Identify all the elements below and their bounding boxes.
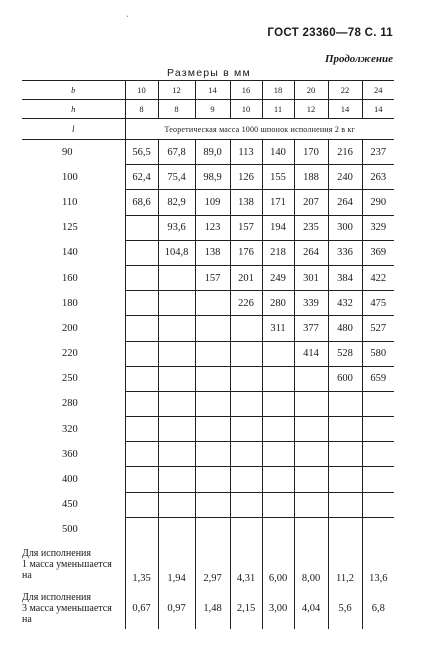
mass-cell: 475 (362, 291, 394, 316)
mass-cell: 600 (328, 366, 362, 391)
mass-cell: 170 (294, 140, 328, 165)
mass-cell (230, 492, 262, 517)
mass-cell: 207 (294, 190, 328, 215)
table-row (22, 240, 394, 265)
mass-cell: 75,4 (158, 165, 195, 190)
mass-cell (230, 417, 262, 442)
mass-cell (294, 492, 328, 517)
mass-cell (125, 341, 158, 366)
mass-cell (362, 467, 394, 492)
mass-cell (125, 366, 158, 391)
mass-cell: 188 (294, 165, 328, 190)
table-row (22, 492, 394, 517)
mass-cell: 659 (362, 366, 394, 391)
table-row (22, 140, 394, 165)
mass-cell: 369 (362, 240, 394, 265)
mass-cell (262, 391, 294, 416)
mass-cell: 226 (230, 291, 262, 316)
mass-cell (158, 366, 195, 391)
mass-cell (195, 492, 230, 517)
width-row (22, 81, 394, 100)
length-cell: 100 (62, 171, 78, 183)
mass-cell: 138 (195, 240, 230, 265)
mass-cell (362, 517, 394, 542)
mass-table-wrapper (22, 80, 394, 629)
length-cell: 280 (62, 398, 78, 410)
mass-cell (158, 442, 195, 467)
mass-cell (158, 467, 195, 492)
b-cell: 16 (230, 81, 262, 100)
b-cell: 24 (362, 81, 394, 100)
mass-cell (328, 417, 362, 442)
mass-cell (195, 366, 230, 391)
height-row (22, 100, 394, 119)
mass-cell (158, 341, 195, 366)
length-cell: 250 (62, 373, 78, 385)
mass-cell: 201 (230, 265, 262, 290)
mass-note: Теоретическая масса 1000 шпонок исполнения 2 в кг (125, 119, 394, 140)
mass-cell: 527 (362, 316, 394, 341)
mass-cell (125, 492, 158, 517)
mass-cell: 290 (362, 190, 394, 215)
summary-cell: 6,8 (362, 587, 394, 629)
summary-label: Для исполнения 3 масса уменьшается на (22, 591, 112, 625)
length-cell: 320 (62, 423, 78, 435)
mass-cell (230, 341, 262, 366)
h-cell: 8 (125, 100, 158, 119)
mass-cell: 480 (328, 316, 362, 341)
h-cell: 11 (262, 100, 294, 119)
mass-cell: 194 (262, 215, 294, 240)
mass-cell: 218 (262, 240, 294, 265)
mass-cell: 138 (230, 190, 262, 215)
h-cell: 9 (195, 100, 230, 119)
mass-cell (262, 417, 294, 442)
mass-cell: 240 (328, 165, 362, 190)
b-cell: 14 (195, 81, 230, 100)
mass-cell: 93,6 (158, 215, 195, 240)
h-cell: 8 (158, 100, 195, 119)
mass-cell: 157 (230, 215, 262, 240)
mass-cell (230, 391, 262, 416)
h-cell: 14 (362, 100, 394, 119)
mass-cell (328, 442, 362, 467)
mass-cell (262, 341, 294, 366)
length-cell: 220 (62, 348, 78, 360)
length-cell: 180 (62, 297, 78, 309)
mass-cell: 263 (362, 165, 394, 190)
b-cell: 20 (294, 81, 328, 100)
mass-cell: 176 (230, 240, 262, 265)
summary-cell: 5,6 (328, 587, 362, 629)
mass-cell: 82,9 (158, 190, 195, 215)
print-speck: ˎ (126, 8, 129, 17)
mass-cell (125, 316, 158, 341)
mass-cell (125, 291, 158, 316)
mass-cell: 414 (294, 341, 328, 366)
mass-cell (158, 291, 195, 316)
table-row (22, 341, 394, 366)
mass-cell: 336 (328, 240, 362, 265)
mass-cell (294, 391, 328, 416)
mass-cell (195, 291, 230, 316)
table-row (22, 316, 394, 341)
mass-cell (362, 442, 394, 467)
mass-cell: 104,8 (158, 240, 195, 265)
summary-cell: 2,97 (195, 542, 230, 587)
mass-cell: 384 (328, 265, 362, 290)
mass-cell (195, 316, 230, 341)
mass-cell (195, 517, 230, 542)
mass-cell (262, 467, 294, 492)
mass-cell (328, 391, 362, 416)
mass-cell: 264 (294, 240, 328, 265)
mass-cell (294, 517, 328, 542)
mass-cell: 280 (262, 291, 294, 316)
mass-cell (195, 442, 230, 467)
summary-cell: 3,00 (262, 587, 294, 629)
mass-cell (262, 492, 294, 517)
mass-cell (158, 391, 195, 416)
mass-cell (195, 391, 230, 416)
summary-cell: 4,04 (294, 587, 328, 629)
summary-cell: 1,48 (195, 587, 230, 629)
mass-cell: 422 (362, 265, 394, 290)
mass-cell (195, 467, 230, 492)
mass-cell: 432 (328, 291, 362, 316)
summary-cell: 1,35 (125, 542, 158, 587)
table-row (22, 291, 394, 316)
length-cell: 500 (62, 524, 78, 536)
b-cell: 22 (328, 81, 362, 100)
summary-cell: 4,31 (230, 542, 262, 587)
mass-cell (125, 240, 158, 265)
length-cell: 400 (62, 474, 78, 486)
table-row (22, 190, 394, 215)
mass-cell: 339 (294, 291, 328, 316)
mass-cell (125, 467, 158, 492)
mass-cell (230, 517, 262, 542)
mass-cell: 235 (294, 215, 328, 240)
mass-cell: 329 (362, 215, 394, 240)
summary-cell: 8,00 (294, 542, 328, 587)
b-label: b (22, 81, 125, 100)
table-row (22, 215, 394, 240)
mass-cell: 155 (262, 165, 294, 190)
h-cell: 10 (230, 100, 262, 119)
mass-cell: 249 (262, 265, 294, 290)
mass-cell (230, 316, 262, 341)
b-cell: 12 (158, 81, 195, 100)
h-cell: 12 (294, 100, 328, 119)
length-cell: 125 (62, 222, 78, 234)
h-label: h (22, 100, 125, 119)
summary-cell: 0,97 (158, 587, 195, 629)
mass-cell (294, 442, 328, 467)
table-row (22, 391, 394, 416)
mass-cell (328, 517, 362, 542)
table-row (22, 417, 394, 442)
mass-cell: 123 (195, 215, 230, 240)
mass-cell (125, 442, 158, 467)
table-caption: Размеры в мм (167, 67, 251, 79)
mass-cell (262, 442, 294, 467)
mass-cell (158, 417, 195, 442)
mass-cell (158, 517, 195, 542)
mass-cell (158, 492, 195, 517)
mass-cell (362, 417, 394, 442)
mass-cell (125, 417, 158, 442)
summary-label: Для исполнения 1 масса уменьшается на (22, 548, 112, 581)
length-cell: 90 (62, 146, 73, 158)
mass-cell (328, 467, 362, 492)
mass-cell (158, 265, 195, 290)
length-cell: 200 (62, 322, 78, 334)
summary-row (22, 587, 394, 629)
length-cell: 140 (62, 247, 78, 259)
mass-cell: 62,4 (125, 165, 158, 190)
mass-cell: 264 (328, 190, 362, 215)
mass-table (22, 80, 394, 629)
b-cell: 10 (125, 81, 158, 100)
mass-cell (230, 442, 262, 467)
length-cell: 360 (62, 448, 78, 460)
length-cell: 450 (62, 499, 78, 511)
l-label: l (22, 119, 125, 140)
mass-cell: 56,5 (125, 140, 158, 165)
mass-cell: 113 (230, 140, 262, 165)
mass-cell (294, 366, 328, 391)
continuation-label: Продолжение (324, 53, 393, 65)
mass-cell: 377 (294, 316, 328, 341)
summary-cell: 2,15 (230, 587, 262, 629)
mass-cell: 171 (262, 190, 294, 215)
mass-cell (158, 316, 195, 341)
mass-cell (362, 391, 394, 416)
mass-cell: 237 (362, 140, 394, 165)
mass-cell (230, 467, 262, 492)
summary-cell: 11,2 (328, 542, 362, 587)
mass-cell (328, 492, 362, 517)
table-row (22, 265, 394, 290)
mass-cell: 126 (230, 165, 262, 190)
mass-cell (195, 341, 230, 366)
mass-note-row (22, 119, 394, 140)
length-cell: 110 (62, 196, 78, 208)
summary-cell: 0,67 (125, 587, 158, 629)
mass-cell (294, 467, 328, 492)
summary-cell: 13,6 (362, 542, 394, 587)
table-row (22, 165, 394, 190)
mass-cell (262, 517, 294, 542)
mass-cell: 67,8 (158, 140, 195, 165)
mass-cell (125, 391, 158, 416)
table-row (22, 442, 394, 467)
table-row (22, 366, 394, 391)
mass-cell: 301 (294, 265, 328, 290)
summary-row (22, 542, 394, 587)
mass-cell: 89,0 (195, 140, 230, 165)
mass-cell (125, 517, 158, 542)
mass-cell (230, 366, 262, 391)
summary-cell: 1,94 (158, 542, 195, 587)
length-cell: 160 (62, 272, 78, 284)
mass-cell (125, 215, 158, 240)
page-header: ГОСТ 23360—78 С. 11 (267, 27, 393, 39)
mass-cell: 109 (195, 190, 230, 215)
mass-cell: 157 (195, 265, 230, 290)
b-cell: 18 (262, 81, 294, 100)
summary-cell: 6,00 (262, 542, 294, 587)
mass-cell: 311 (262, 316, 294, 341)
table-row (22, 467, 394, 492)
mass-cell (195, 417, 230, 442)
mass-cell: 98,9 (195, 165, 230, 190)
mass-cell: 580 (362, 341, 394, 366)
mass-cell: 216 (328, 140, 362, 165)
mass-cell (125, 265, 158, 290)
mass-cell: 68,6 (125, 190, 158, 215)
table-row (22, 517, 394, 542)
mass-cell: 528 (328, 341, 362, 366)
mass-cell: 300 (328, 215, 362, 240)
h-cell: 14 (328, 100, 362, 119)
mass-cell (294, 417, 328, 442)
mass-cell: 140 (262, 140, 294, 165)
mass-cell (362, 492, 394, 517)
mass-cell (262, 366, 294, 391)
